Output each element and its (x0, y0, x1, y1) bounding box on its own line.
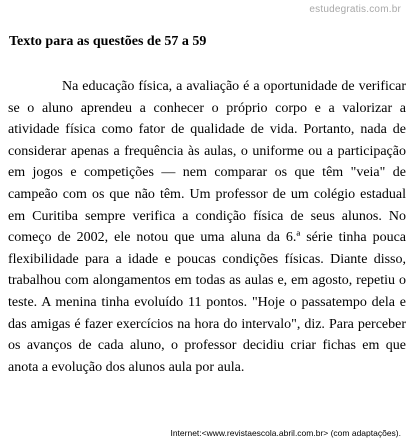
source-citation: Internet:<www.revistaescola.abril.com.br> (com adaptações). (170, 428, 401, 438)
body-paragraph: Na educação física, a avaliação é a oportunidade de verificar se o aluno aprendeu a conhecer o próprio corpo e a valorizar a atividade física como fator de qualidade de vida. Portanto, nada de considerar apenas a frequência às aulas, o uniforme ou a participação em jogos e competições — nem comparar os que têm "veia" de campeão com os que não têm. Um professor de um colégio estadual em Curitiba sempre verifica a condição física de seus alunos. No começo de 2002, ele notou que uma aluna da 6.ª série tinha pouca flexibilidade para a idade e poucas condições físicas. Diante disso, trabalhou com alongamentos em todas as aulas e, em agosto, repetiu o teste. A menina tinha evoluído 11 pontos. "Hoje o passatempo dela e das amigas é fazer exercícios na hora do intervalo", diz. Para perceber os avanços de cada aluno, o professor decidiu criar fichas em que anota a evolução dos alunos aula por aula. (8, 79, 406, 375)
section-heading: Texto para as questões de 57 a 59 (9, 34, 207, 49)
watermark: estudegratis.com.br (309, 4, 401, 15)
